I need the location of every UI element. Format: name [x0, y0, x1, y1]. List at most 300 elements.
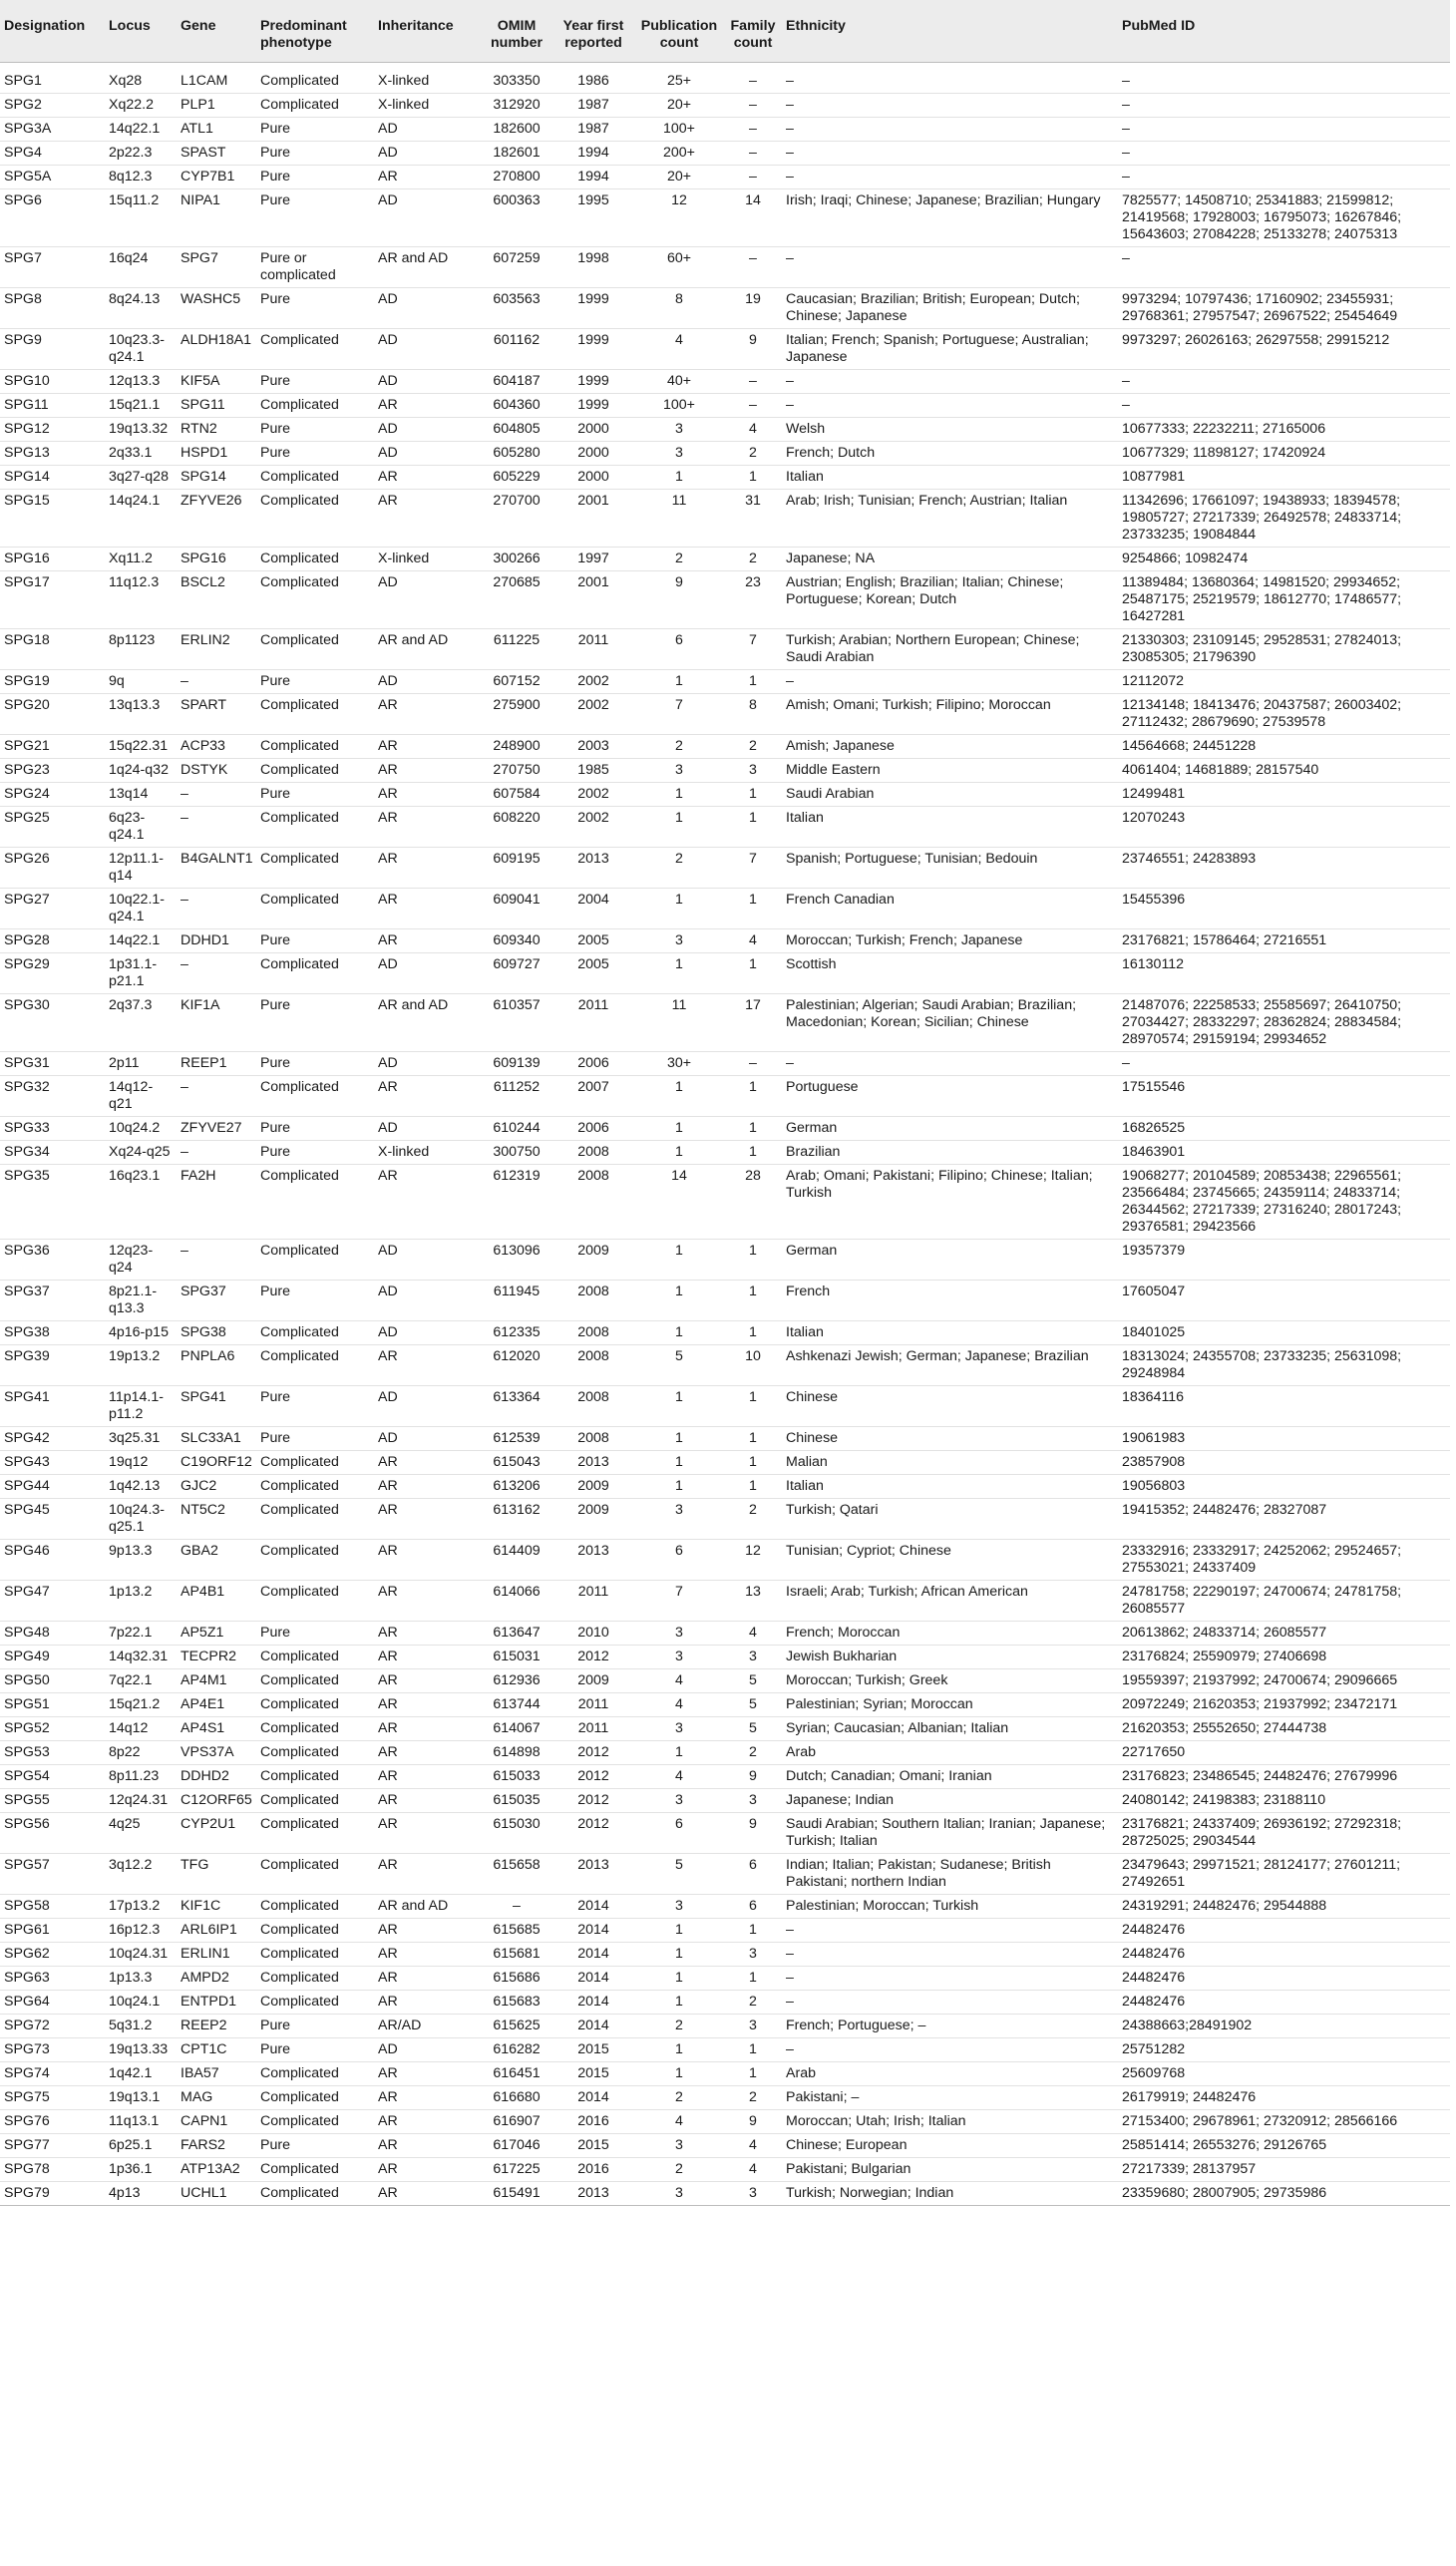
cell-year: 2015 — [552, 2038, 634, 2062]
cell-phenotype: Pure — [256, 929, 374, 953]
cell-publication-count: 25+ — [634, 63, 724, 94]
cell-year: 2014 — [552, 2015, 634, 2038]
cell-designation: SPG35 — [0, 1165, 105, 1240]
cell-locus: 14q22.1 — [105, 118, 177, 142]
cell-phenotype: Complicated — [256, 1813, 374, 1854]
cell-publication-count: 3 — [634, 2182, 724, 2206]
cell-inheritance: AR — [374, 735, 481, 759]
cell-inheritance: AR and AD — [374, 994, 481, 1052]
cell-gene: SLC33A1 — [177, 1427, 256, 1451]
cell-family-count: 1 — [724, 1967, 782, 1991]
cell-pubmed-id: 9973297; 26026163; 26297558; 29915212 — [1118, 329, 1450, 370]
cell-year: 2002 — [552, 694, 634, 735]
cell-locus: 7q22.1 — [105, 1669, 177, 1693]
cell-family-count: 1 — [724, 1117, 782, 1141]
cell-publication-count: 6 — [634, 1813, 724, 1854]
cell-gene: UCHL1 — [177, 2182, 256, 2206]
cell-locus: 8p22 — [105, 1741, 177, 1765]
table-row — [0, 189, 1450, 247]
cell-family-count: 4 — [724, 2134, 782, 2158]
cell-ethnicity: Palestinian; Algerian; Saudi Arabian; Brazilian; Macedonian; Korean; Sicilian; Chinese — [782, 994, 1118, 1052]
cell-phenotype: Pure — [256, 1622, 374, 1646]
cell-ethnicity: French — [782, 1281, 1118, 1321]
cell-gene: ARL6IP1 — [177, 1919, 256, 1943]
cell-year: 2009 — [552, 1499, 634, 1540]
cell-family-count: 13 — [724, 1581, 782, 1622]
cell-phenotype: Pure — [256, 442, 374, 466]
cell-locus: 15q21.2 — [105, 1693, 177, 1717]
cell-inheritance: AD — [374, 1240, 481, 1281]
cell-family-count: 2 — [724, 1741, 782, 1765]
cell-gene: SPG11 — [177, 394, 256, 418]
cell-phenotype: Complicated — [256, 2182, 374, 2206]
cell-omim: 605280 — [481, 442, 552, 466]
cell-designation: SPG5A — [0, 166, 105, 189]
cell-family-count: 23 — [724, 571, 782, 629]
cell-publication-count: 100+ — [634, 394, 724, 418]
cell-ethnicity: Palestinian; Moroccan; Turkish — [782, 1895, 1118, 1919]
cell-publication-count: 1 — [634, 2038, 724, 2062]
cell-publication-count: 60+ — [634, 247, 724, 288]
cell-year: 2014 — [552, 1991, 634, 2015]
cell-designation: SPG51 — [0, 1693, 105, 1717]
cell-omim: 609195 — [481, 848, 552, 889]
cell-omim: 270700 — [481, 490, 552, 548]
cell-ethnicity: German — [782, 1240, 1118, 1281]
cell-phenotype: Complicated — [256, 394, 374, 418]
cell-omim: 607152 — [481, 670, 552, 694]
cell-family-count: – — [724, 63, 782, 94]
cell-inheritance: AD — [374, 1281, 481, 1321]
cell-publication-count: 3 — [634, 1499, 724, 1540]
cell-ethnicity: Dutch; Canadian; Omani; Iranian — [782, 1765, 1118, 1789]
cell-ethnicity: – — [782, 394, 1118, 418]
cell-family-count: 1 — [724, 670, 782, 694]
cell-year: 2011 — [552, 1693, 634, 1717]
cell-designation: SPG21 — [0, 735, 105, 759]
cell-publication-count: 2 — [634, 735, 724, 759]
cell-ethnicity: Malian — [782, 1451, 1118, 1475]
cell-publication-count: 1 — [634, 2062, 724, 2086]
cell-gene: ENTPD1 — [177, 1991, 256, 2015]
cell-omim: 182600 — [481, 118, 552, 142]
cell-year: 2012 — [552, 1813, 634, 1854]
cell-publication-count: 2 — [634, 2158, 724, 2182]
cell-gene: – — [177, 1076, 256, 1117]
cell-pubmed-id: 25609768 — [1118, 2062, 1450, 2086]
cell-designation: SPG47 — [0, 1581, 105, 1622]
cell-phenotype: Pure — [256, 166, 374, 189]
cell-phenotype: Complicated — [256, 2158, 374, 2182]
cell-year: 2011 — [552, 1717, 634, 1741]
cell-gene: ZFYVE27 — [177, 1117, 256, 1141]
table-row — [0, 490, 1450, 548]
header-locus: Locus — [105, 0, 177, 63]
cell-year: 2008 — [552, 1321, 634, 1345]
cell-locus: 1p13.2 — [105, 1581, 177, 1622]
cell-family-count: 1 — [724, 807, 782, 848]
cell-pubmed-id: 20972249; 21620353; 21937992; 23472171 — [1118, 1693, 1450, 1717]
cell-pubmed-id: 19559397; 21937992; 24700674; 29096665 — [1118, 1669, 1450, 1693]
cell-locus: 12p11.1-q14 — [105, 848, 177, 889]
cell-inheritance: AD — [374, 1052, 481, 1076]
cell-omim: 604187 — [481, 370, 552, 394]
cell-locus: 8p11.23 — [105, 1765, 177, 1789]
cell-family-count: 9 — [724, 1813, 782, 1854]
cell-gene: ZFYVE26 — [177, 490, 256, 548]
cell-publication-count: 1 — [634, 1991, 724, 2015]
cell-family-count: 2 — [724, 1991, 782, 2015]
cell-designation: SPG57 — [0, 1854, 105, 1895]
cell-year: 2015 — [552, 2134, 634, 2158]
cell-inheritance: AR — [374, 1165, 481, 1240]
cell-publication-count: 5 — [634, 1854, 724, 1895]
cell-omim: 616680 — [481, 2086, 552, 2110]
cell-phenotype: Complicated — [256, 848, 374, 889]
table-row — [0, 2062, 1450, 2086]
cell-pubmed-id: 21620353; 25552650; 27444738 — [1118, 1717, 1450, 1741]
cell-gene: – — [177, 783, 256, 807]
cell-family-count: 9 — [724, 1765, 782, 1789]
cell-ethnicity: German — [782, 1117, 1118, 1141]
cell-phenotype: Pure — [256, 288, 374, 329]
cell-designation: SPG62 — [0, 1943, 105, 1967]
cell-family-count: 19 — [724, 288, 782, 329]
cell-locus: 14q12 — [105, 1717, 177, 1741]
header-designation: Designation — [0, 0, 105, 63]
cell-omim: – — [481, 1895, 552, 1919]
table-row — [0, 1765, 1450, 1789]
cell-pubmed-id: 23857908 — [1118, 1451, 1450, 1475]
cell-omim: 608220 — [481, 807, 552, 848]
cell-year: 2001 — [552, 571, 634, 629]
cell-inheritance: AD — [374, 1386, 481, 1427]
cell-designation: SPG24 — [0, 783, 105, 807]
cell-family-count: 12 — [724, 1540, 782, 1581]
header-row — [0, 0, 1450, 63]
cell-publication-count: 1 — [634, 1919, 724, 1943]
header-publication-count: Publication count — [634, 0, 724, 63]
header-phenotype: Predominant phenotype — [256, 0, 374, 63]
cell-designation: SPG20 — [0, 694, 105, 735]
cell-publication-count: 200+ — [634, 142, 724, 166]
cell-year: 1999 — [552, 370, 634, 394]
cell-inheritance: AR — [374, 848, 481, 889]
cell-year: 2008 — [552, 1386, 634, 1427]
cell-gene: WASHC5 — [177, 288, 256, 329]
cell-phenotype: Pure — [256, 670, 374, 694]
cell-family-count: 5 — [724, 1669, 782, 1693]
cell-inheritance: AR — [374, 1741, 481, 1765]
cell-omim: 605229 — [481, 466, 552, 490]
cell-family-count: – — [724, 394, 782, 418]
cell-inheritance: AR — [374, 759, 481, 783]
table-row — [0, 1240, 1450, 1281]
cell-publication-count: 5 — [634, 1345, 724, 1386]
cell-inheritance: AD — [374, 953, 481, 994]
cell-ethnicity: Japanese; NA — [782, 548, 1118, 571]
cell-designation: SPG27 — [0, 889, 105, 929]
cell-designation: SPG2 — [0, 94, 105, 118]
cell-designation: SPG29 — [0, 953, 105, 994]
cell-gene: RTN2 — [177, 418, 256, 442]
cell-ethnicity: – — [782, 247, 1118, 288]
cell-gene: CAPN1 — [177, 2110, 256, 2134]
cell-locus: 14q22.1 — [105, 929, 177, 953]
cell-designation: SPG73 — [0, 2038, 105, 2062]
cell-omim: 613162 — [481, 1499, 552, 1540]
cell-locus: 1p13.3 — [105, 1967, 177, 1991]
cell-family-count: 1 — [724, 1321, 782, 1345]
cell-inheritance: X-linked — [374, 94, 481, 118]
cell-year: 2002 — [552, 670, 634, 694]
cell-pubmed-id: 19061983 — [1118, 1427, 1450, 1451]
cell-omim: 612020 — [481, 1345, 552, 1386]
table-row — [0, 1943, 1450, 1967]
cell-pubmed-id: 20613862; 24833714; 26085577 — [1118, 1622, 1450, 1646]
cell-locus: 6q23-q24.1 — [105, 807, 177, 848]
cell-gene: HSPD1 — [177, 442, 256, 466]
cell-publication-count: 2 — [634, 2086, 724, 2110]
cell-omim: 613206 — [481, 1475, 552, 1499]
cell-ethnicity: Chinese — [782, 1427, 1118, 1451]
cell-pubmed-id: 12112072 — [1118, 670, 1450, 694]
cell-publication-count: 3 — [634, 1789, 724, 1813]
cell-family-count: 3 — [724, 2182, 782, 2206]
cell-ethnicity: Italian — [782, 807, 1118, 848]
table-row — [0, 166, 1450, 189]
cell-pubmed-id: 17515546 — [1118, 1076, 1450, 1117]
cell-pubmed-id: 23479643; 29971521; 28124177; 27601211; 27492651 — [1118, 1854, 1450, 1895]
cell-gene: NIPA1 — [177, 189, 256, 247]
cell-designation: SPG30 — [0, 994, 105, 1052]
cell-locus: 15q11.2 — [105, 189, 177, 247]
cell-publication-count: 11 — [634, 994, 724, 1052]
cell-year: 2016 — [552, 2110, 634, 2134]
cell-designation: SPG39 — [0, 1345, 105, 1386]
cell-ethnicity: – — [782, 670, 1118, 694]
cell-locus: 10q24.2 — [105, 1117, 177, 1141]
table-row — [0, 1622, 1450, 1646]
cell-gene: REEP1 — [177, 1052, 256, 1076]
cell-locus: 19q13.1 — [105, 2086, 177, 2110]
cell-omim: 614067 — [481, 1717, 552, 1741]
cell-locus: 12q13.3 — [105, 370, 177, 394]
table-row — [0, 807, 1450, 848]
cell-family-count: 5 — [724, 1717, 782, 1741]
cell-ethnicity: Spanish; Portuguese; Tunisian; Bedouin — [782, 848, 1118, 889]
cell-gene: VPS37A — [177, 1741, 256, 1765]
cell-year: 2005 — [552, 953, 634, 994]
cell-ethnicity: – — [782, 2038, 1118, 2062]
cell-phenotype: Complicated — [256, 94, 374, 118]
cell-omim: 614066 — [481, 1581, 552, 1622]
cell-inheritance: AR — [374, 2062, 481, 2086]
cell-gene: ACP33 — [177, 735, 256, 759]
cell-phenotype: Complicated — [256, 1345, 374, 1386]
cell-family-count: 10 — [724, 1345, 782, 1386]
cell-publication-count: 1 — [634, 1141, 724, 1165]
cell-inheritance: AD — [374, 670, 481, 694]
cell-ethnicity: French; Dutch — [782, 442, 1118, 466]
table-row — [0, 1499, 1450, 1540]
cell-gene: C12ORF65 — [177, 1789, 256, 1813]
cell-locus: 2q33.1 — [105, 442, 177, 466]
cell-inheritance: AR and AD — [374, 629, 481, 670]
cell-locus: 4q25 — [105, 1813, 177, 1854]
cell-phenotype: Complicated — [256, 1895, 374, 1919]
cell-designation: SPG38 — [0, 1321, 105, 1345]
cell-phenotype: Complicated — [256, 1693, 374, 1717]
cell-locus: 8p1123 — [105, 629, 177, 670]
cell-publication-count: 1 — [634, 670, 724, 694]
cell-year: 2008 — [552, 1427, 634, 1451]
cell-omim: 616451 — [481, 2062, 552, 2086]
cell-designation: SPG12 — [0, 418, 105, 442]
cell-omim: 613647 — [481, 1622, 552, 1646]
cell-locus: 13q13.3 — [105, 694, 177, 735]
cell-phenotype: Complicated — [256, 1943, 374, 1967]
cell-inheritance: AR and AD — [374, 1895, 481, 1919]
cell-pubmed-id: 22717650 — [1118, 1741, 1450, 1765]
cell-inheritance: AR — [374, 2158, 481, 2182]
cell-phenotype: Pure — [256, 783, 374, 807]
cell-omim: 270750 — [481, 759, 552, 783]
cell-pubmed-id: 24482476 — [1118, 1919, 1450, 1943]
cell-pubmed-id: 9973294; 10797436; 17160902; 23455931; 29768361; 27957547; 26967522; 25454649 — [1118, 288, 1450, 329]
cell-family-count: 9 — [724, 329, 782, 370]
cell-inheritance: AR — [374, 2182, 481, 2206]
cell-gene: PLP1 — [177, 94, 256, 118]
cell-inheritance: AR — [374, 466, 481, 490]
cell-publication-count: 1 — [634, 783, 724, 807]
cell-family-count: 6 — [724, 1895, 782, 1919]
cell-inheritance: AD — [374, 418, 481, 442]
cell-designation: SPG55 — [0, 1789, 105, 1813]
cell-inheritance: AR — [374, 1475, 481, 1499]
cell-locus: 4p16-p15 — [105, 1321, 177, 1345]
cell-year: 2003 — [552, 735, 634, 759]
cell-publication-count: 4 — [634, 329, 724, 370]
cell-phenotype: Complicated — [256, 759, 374, 783]
cell-gene: – — [177, 953, 256, 994]
cell-publication-count: 3 — [634, 442, 724, 466]
cell-publication-count: 1 — [634, 953, 724, 994]
cell-designation: SPG49 — [0, 1646, 105, 1669]
cell-ethnicity: Moroccan; Turkish; Greek — [782, 1669, 1118, 1693]
cell-inheritance: AD — [374, 329, 481, 370]
cell-year: 2013 — [552, 1451, 634, 1475]
cell-locus: 19q13.32 — [105, 418, 177, 442]
cell-publication-count: 1 — [634, 1943, 724, 1967]
cell-pubmed-id: 27217339; 28137957 — [1118, 2158, 1450, 2182]
cell-year: 2006 — [552, 1052, 634, 1076]
cell-phenotype: Complicated — [256, 466, 374, 490]
cell-year: 2014 — [552, 1943, 634, 1967]
cell-publication-count: 1 — [634, 1386, 724, 1427]
table-row — [0, 1967, 1450, 1991]
cell-designation: SPG19 — [0, 670, 105, 694]
cell-phenotype: Complicated — [256, 63, 374, 94]
cell-family-count: 4 — [724, 1622, 782, 1646]
cell-pubmed-id: 19357379 — [1118, 1240, 1450, 1281]
cell-locus: 10q23.3-q24.1 — [105, 329, 177, 370]
cell-inheritance: X-linked — [374, 1141, 481, 1165]
cell-ethnicity: Chinese; European — [782, 2134, 1118, 2158]
cell-omim: 614898 — [481, 1741, 552, 1765]
cell-designation: SPG58 — [0, 1895, 105, 1919]
table-row — [0, 670, 1450, 694]
cell-ethnicity: Jewish Bukharian — [782, 1646, 1118, 1669]
cell-pubmed-id: – — [1118, 1052, 1450, 1076]
cell-designation: SPG3A — [0, 118, 105, 142]
cell-phenotype: Complicated — [256, 490, 374, 548]
cell-pubmed-id: 21330303; 23109145; 29528531; 27824013; 23085305; 21796390 — [1118, 629, 1450, 670]
cell-year: 2013 — [552, 848, 634, 889]
cell-designation: SPG7 — [0, 247, 105, 288]
cell-gene: DSTYK — [177, 759, 256, 783]
cell-pubmed-id: 11342696; 17661097; 19438933; 18394578; 19805727; 27217339; 26492578; 24833714; 23733235; 19084844 — [1118, 490, 1450, 548]
cell-family-count: 1 — [724, 1919, 782, 1943]
cell-ethnicity: Arab; Omani; Pakistani; Filipino; Chinese; Italian; Turkish — [782, 1165, 1118, 1240]
cell-ethnicity: Syrian; Caucasian; Albanian; Italian — [782, 1717, 1118, 1741]
cell-gene: MAG — [177, 2086, 256, 2110]
cell-family-count: 5 — [724, 1693, 782, 1717]
cell-omim: 616907 — [481, 2110, 552, 2134]
table-row — [0, 370, 1450, 394]
cell-designation: SPG46 — [0, 1540, 105, 1581]
cell-designation: SPG75 — [0, 2086, 105, 2110]
cell-publication-count: 3 — [634, 2134, 724, 2158]
cell-pubmed-id: 19056803 — [1118, 1475, 1450, 1499]
cell-family-count: 1 — [724, 2062, 782, 2086]
table-row — [0, 1741, 1450, 1765]
header-family-count: Family count — [724, 0, 782, 63]
header-year: Year first reported — [552, 0, 634, 63]
cell-inheritance: AR — [374, 694, 481, 735]
cell-designation: SPG10 — [0, 370, 105, 394]
cell-ethnicity: French; Portuguese; – — [782, 2015, 1118, 2038]
cell-family-count: 14 — [724, 189, 782, 247]
table-row — [0, 1451, 1450, 1475]
cell-pubmed-id: 12134148; 18413476; 20437587; 26003402; 27112432; 28679690; 27539578 — [1118, 694, 1450, 735]
cell-designation: SPG33 — [0, 1117, 105, 1141]
cell-phenotype: Complicated — [256, 1854, 374, 1895]
table-row — [0, 2110, 1450, 2134]
cell-year: 2016 — [552, 2158, 634, 2182]
table-row — [0, 288, 1450, 329]
cell-omim: 610244 — [481, 1117, 552, 1141]
cell-phenotype: Pure — [256, 1052, 374, 1076]
cell-inheritance: AR — [374, 807, 481, 848]
table-row — [0, 2158, 1450, 2182]
cell-pubmed-id: 23176821; 15786464; 27216551 — [1118, 929, 1450, 953]
cell-designation: SPG28 — [0, 929, 105, 953]
cell-locus: 11q13.1 — [105, 2110, 177, 2134]
cell-ethnicity: – — [782, 118, 1118, 142]
cell-pubmed-id: 27153400; 29678961; 27320912; 28566166 — [1118, 2110, 1450, 2134]
cell-family-count: 1 — [724, 466, 782, 490]
cell-ethnicity: Arab — [782, 2062, 1118, 2086]
cell-omim: 300266 — [481, 548, 552, 571]
cell-ethnicity: Italian — [782, 1475, 1118, 1499]
cell-inheritance: AR — [374, 1451, 481, 1475]
cell-ethnicity: Japanese; Indian — [782, 1789, 1118, 1813]
cell-gene: – — [177, 670, 256, 694]
cell-phenotype: Pure — [256, 1141, 374, 1165]
cell-ethnicity: Austrian; English; Brazilian; Italian; Chinese; Portuguese; Korean; Dutch — [782, 571, 1118, 629]
cell-publication-count: 14 — [634, 1165, 724, 1240]
